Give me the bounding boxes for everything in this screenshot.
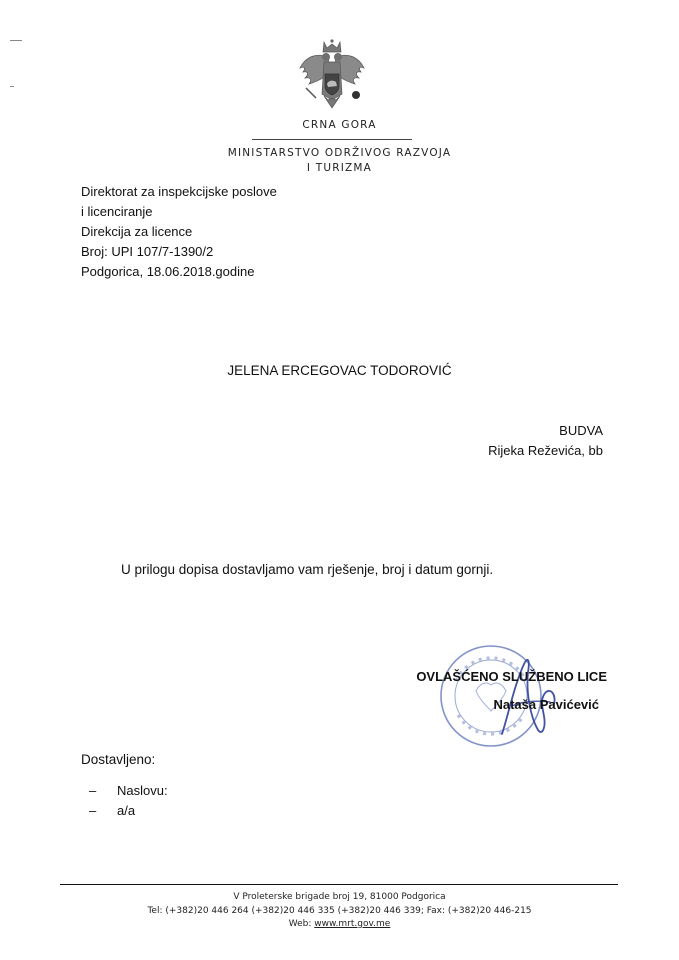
footer-address: V Proleterske brigade broj 19, 81000 Podgorica [233,892,446,902]
margin-mark [10,40,22,41]
header-divider [252,139,412,140]
ministry-line-2: I TURIZMA [306,162,373,174]
list-item [89,801,168,821]
signatory-title: OVLAŠĆENO SLUŽBENO LICE [416,669,607,684]
sender-directorate-cont: i licenciranje [81,204,153,219]
recipient-city: BUDVA [559,423,603,438]
sender-block [81,182,277,282]
signature-icon [494,646,564,746]
footer-web-label: Web: [288,919,312,929]
coat-of-arms-icon [296,38,368,114]
list-item-text: a/a [117,803,136,818]
list-item-text: Naslovu: [117,783,168,798]
sender-directorate: Direktorat za inspekcijske poslove [81,184,277,199]
margin-mark [10,86,14,87]
list-dash: – [89,803,97,818]
footer-divider [60,884,618,885]
recipient-address [488,421,603,461]
footer-web-link[interactable]: www.mrt.gov.me [314,919,391,929]
ministry-name [0,146,679,176]
place-and-date: Podgorica, 18.06.2018.godine [81,264,255,279]
country-name: CRNA GORA [302,119,377,131]
signatory-name: Nataša Pavićević [493,697,599,712]
reference-number: Broj: UPI 107/7-1390/2 [81,244,214,259]
recipient-street: Rijeka Reževića, bb [488,443,603,458]
letter-body: U prilogu dopisa dostavljamo vam rješenje, broj i datum gornji. [121,562,494,577]
delivered-list [89,781,168,821]
recipient-name: JELENA ERCEGOVAC TODOROVIĆ [227,363,452,378]
delivered-label: Dostavljeno: [81,752,156,767]
ministry-line-1: MINISTARSTVO ODRŽIVOG RAZVOJA [227,147,452,159]
sender-division: Direkcija za licence [81,224,193,239]
list-item [89,781,168,801]
footer-phones: Tel: (+382)20 446 264 (+382)20 446 335 (+382)20 446 339; Fax: (+382)20 446-215 [147,905,532,916]
footer [0,891,679,932]
list-dash: – [89,783,97,798]
footer-web [0,918,679,932]
